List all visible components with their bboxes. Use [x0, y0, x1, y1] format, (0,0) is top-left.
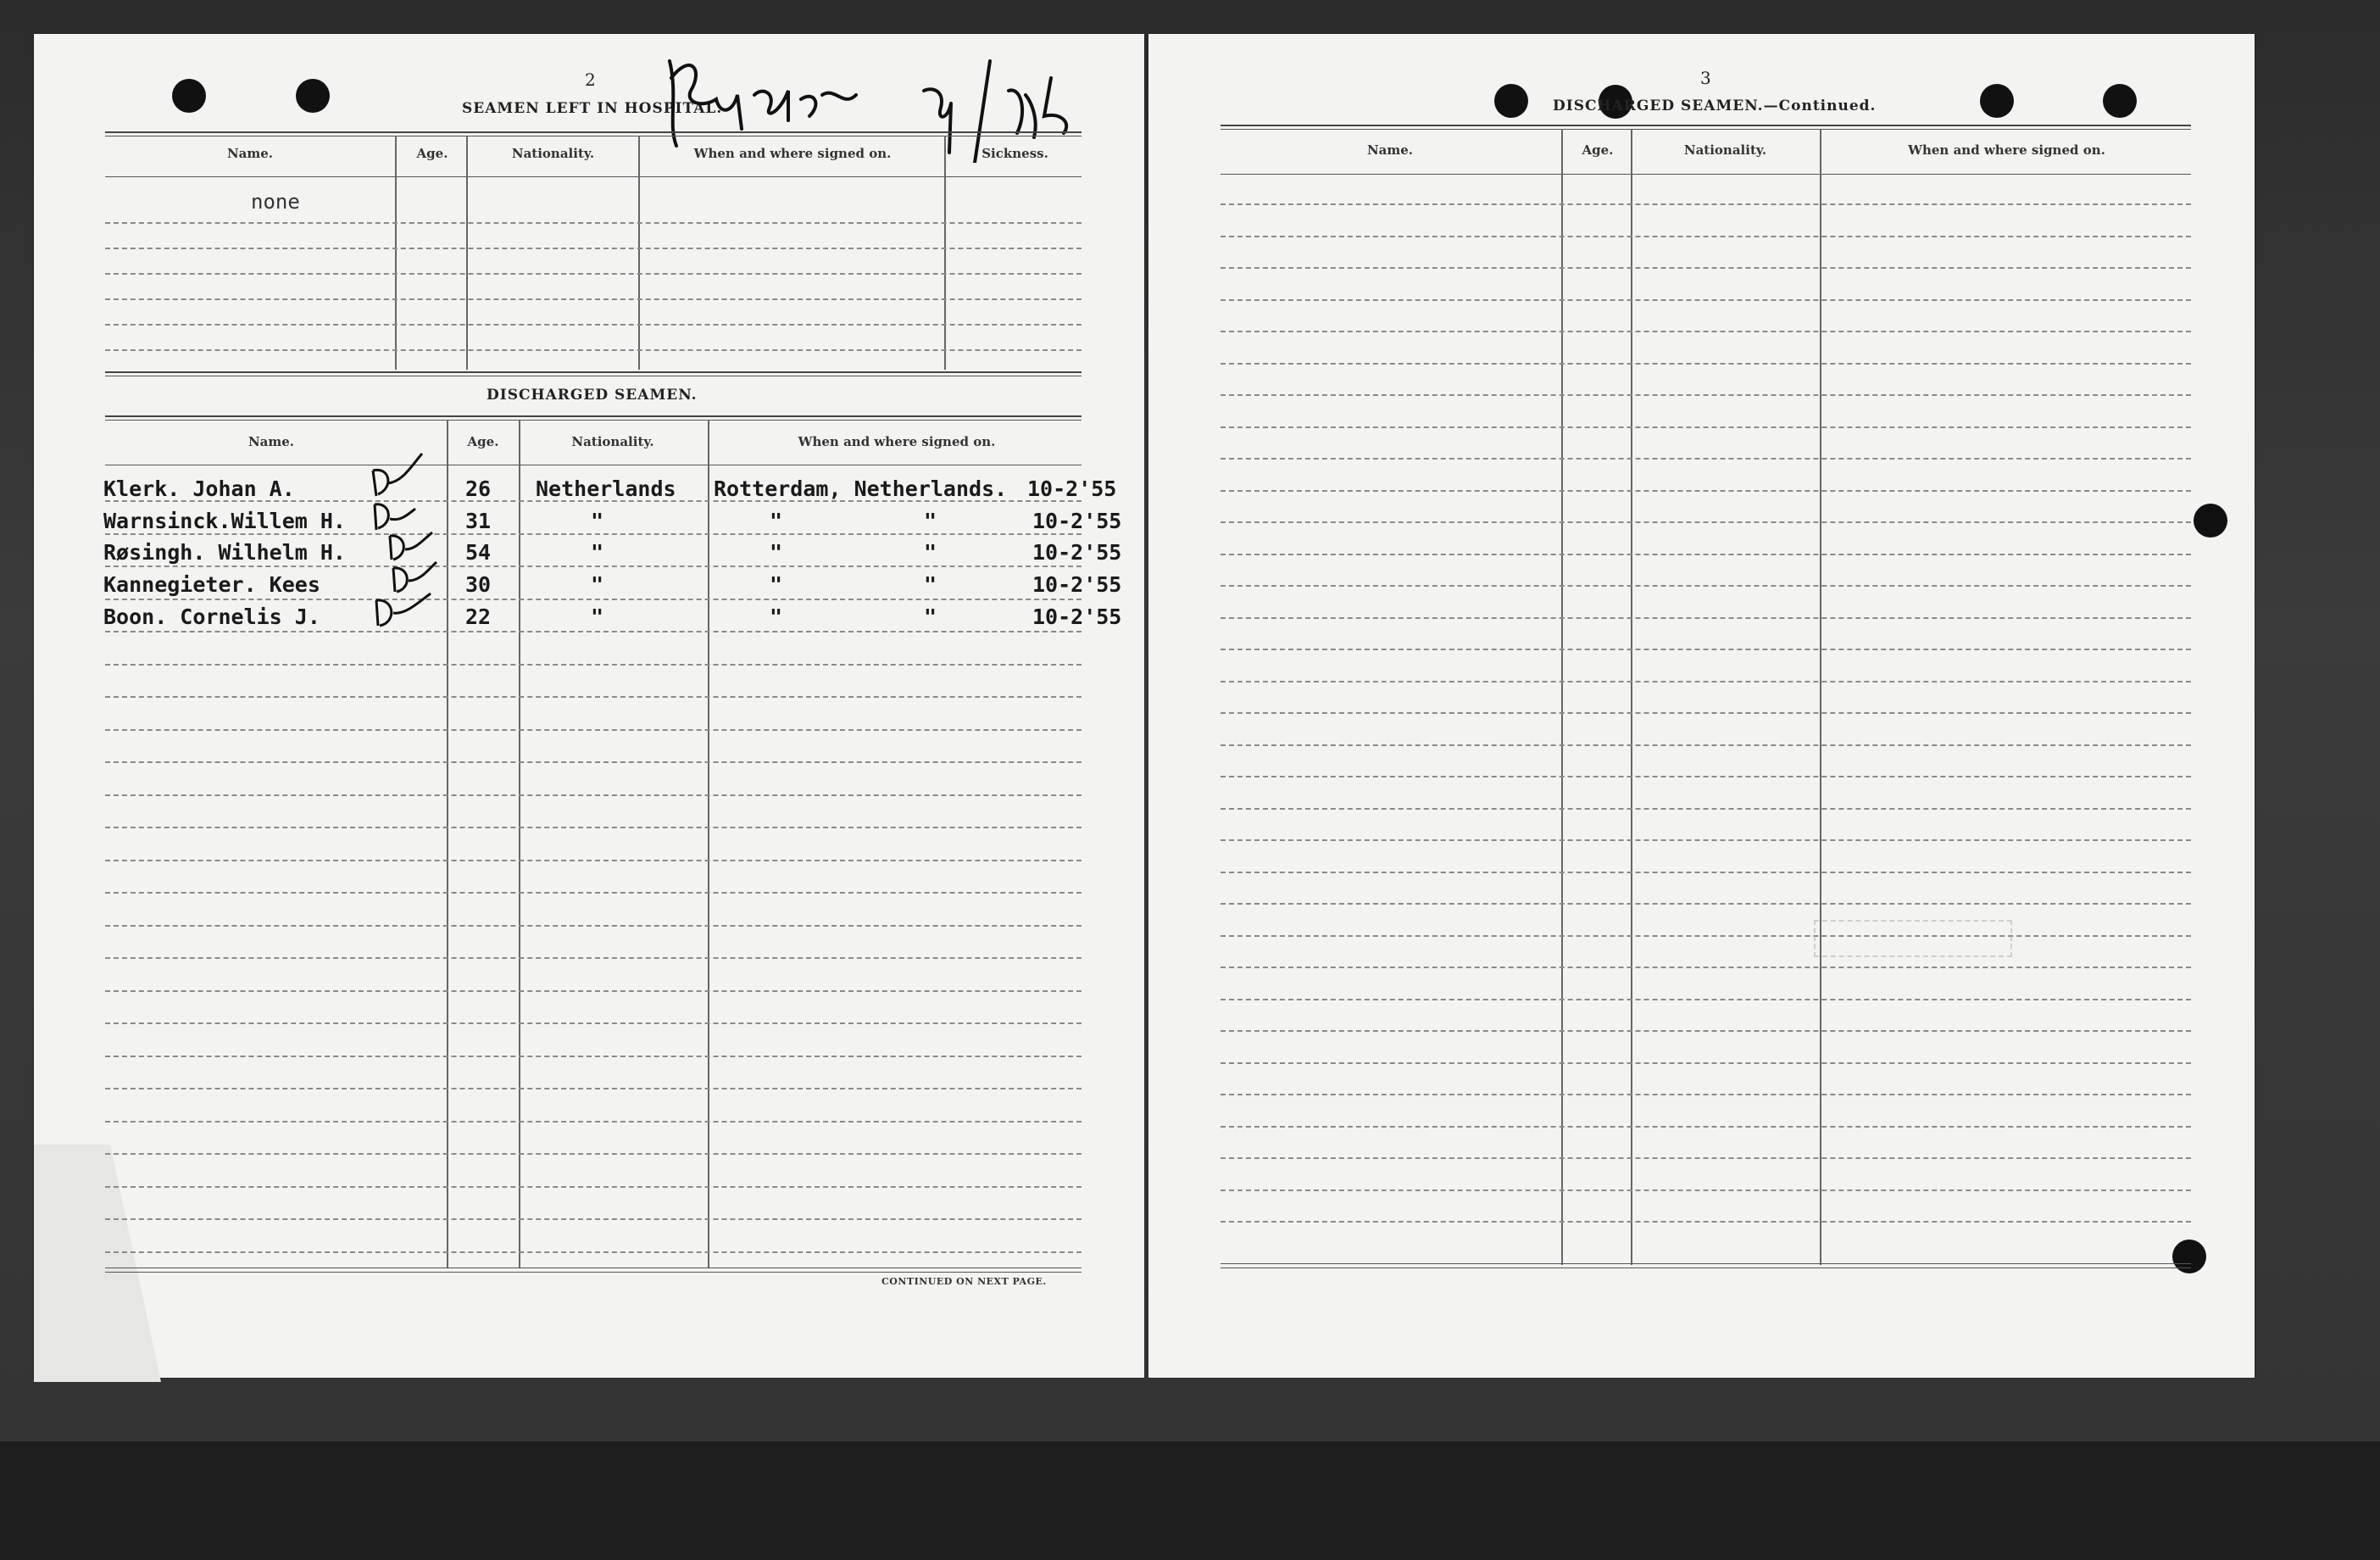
ruled-line: [105, 1218, 1082, 1220]
ruled-line: [105, 248, 1082, 249]
ruled-line: [105, 1186, 1082, 1188]
ruled-line: [1221, 999, 2191, 1000]
handwritten-annotation: [653, 44, 1093, 163]
seaman-signed-place: ": [770, 572, 783, 597]
ruled-line: [1221, 681, 2191, 682]
hospital-section-title: SEAMEN LEFT IN HOSPITAL.: [462, 100, 723, 117]
ruled-line: [1221, 458, 2191, 460]
ruled-line: [1221, 521, 2191, 523]
page-number: 2: [585, 70, 596, 90]
ruled-line: [105, 860, 1082, 861]
hospital-top-rule: [105, 131, 1082, 133]
seaman-name: Klerk. Johan A.: [103, 476, 295, 501]
left-page: [34, 34, 1144, 1378]
ruled-line: [105, 273, 1082, 275]
ruled-line: [105, 1121, 1082, 1123]
ruled-line: [105, 631, 1082, 632]
seaman-age: 31: [465, 509, 492, 533]
ruled-line: [105, 696, 1082, 698]
seaman-signed-date: 10-2'55: [1032, 604, 1122, 629]
ruled-line: [1221, 1030, 2191, 1032]
seaman-nationality: ": [591, 509, 604, 533]
continued-note: CONTINUED ON NEXT PAGE.: [881, 1276, 1047, 1287]
seaman-nationality: ": [591, 572, 604, 597]
seaman-signed-place-2: ": [924, 572, 937, 597]
hospital-bottom-rule: [105, 371, 1082, 373]
ruled-line: [1221, 872, 2191, 873]
right-col-name: Name.: [1366, 142, 1414, 158]
ruled-line: [1221, 839, 2191, 841]
seaman-age: 30: [465, 572, 492, 597]
seaman-signed-place: Rotterdam, Netherlands.: [714, 476, 1008, 501]
ruled-line: [1221, 203, 2191, 205]
right-bottom-rule: [1221, 1263, 2191, 1264]
seaman-signed-date: 10-2'55: [1032, 509, 1122, 533]
ruled-line: [1221, 744, 2191, 746]
seaman-name: Kannegieter. Kees: [103, 572, 320, 597]
page-number: 3: [1700, 68, 1711, 88]
ruled-line: [1221, 426, 2191, 428]
hospital-col-signed-on: When and where signed on.: [693, 146, 892, 161]
faint-stamp: [1814, 920, 2012, 957]
hospital-col-age: Age.: [416, 146, 448, 161]
ruled-line: [105, 349, 1082, 351]
ruled-line: [1221, 490, 2191, 492]
punch-hole: [2103, 84, 2137, 118]
ruled-line: [1221, 1062, 2191, 1064]
scan-bottom-border: [0, 1441, 2380, 1560]
ruled-line: [105, 892, 1082, 894]
ruled-line: [105, 990, 1082, 992]
ruled-line: [105, 1022, 1082, 1024]
hospital-divider: [638, 136, 640, 370]
ruled-line: [105, 1251, 1082, 1253]
hospital-divider: [466, 136, 468, 370]
discharged-bottom-rule-2: [105, 1272, 1082, 1273]
seaman-signed-place: ": [770, 604, 783, 629]
ruled-line: [1221, 236, 2191, 237]
ruled-line: [1221, 967, 2191, 968]
punch-hole: [296, 79, 330, 113]
right-col-nationality: Nationality.: [1683, 142, 1767, 158]
right-top-rule-2: [1221, 129, 2191, 130]
hospital-col-sickness: Sickness.: [981, 146, 1048, 161]
discharged-section-title: DISCHARGED SEAMEN.: [487, 387, 698, 404]
ruled-line: [105, 566, 1082, 567]
seaman-signed-place: ": [770, 509, 783, 533]
ruled-line: [1221, 1221, 2191, 1223]
seaman-age: 54: [465, 540, 492, 565]
seaman-signed-date: 10-2'55: [1032, 540, 1122, 565]
ruled-line: [105, 298, 1082, 300]
seaman-age: 22: [465, 604, 492, 629]
ruled-line: [1221, 1094, 2191, 1095]
seaman-name: Boon. Cornelis J.: [103, 604, 320, 629]
seaman-signed-place-2: ": [924, 509, 937, 533]
ruled-line: [1221, 1157, 2191, 1159]
hospital-col-nationality: Nationality.: [511, 146, 595, 161]
discharged-top-rule: [105, 415, 1082, 417]
discharged-col-nationality: Nationality.: [571, 434, 654, 449]
hospital-divider: [944, 136, 946, 370]
ruled-line: [105, 1088, 1082, 1089]
ruled-line: [105, 1153, 1082, 1155]
seaman-nationality: ": [591, 604, 604, 629]
ruled-line: [1221, 808, 2191, 810]
seaman-signed-place-2: ": [924, 604, 937, 629]
ruled-line: [105, 957, 1082, 959]
hospital-entry-none: none: [251, 190, 300, 214]
ruled-line: [1221, 903, 2191, 905]
ruled-line: [105, 925, 1082, 927]
discharged-col-name: Name.: [247, 434, 295, 449]
ruled-line: [105, 222, 1082, 224]
punch-hole: [1494, 84, 1528, 118]
discharged-divider: [708, 420, 709, 1268]
hospital-divider: [395, 136, 397, 370]
continued-section-title: DISCHARGED SEAMEN.—Continued.: [1553, 98, 1877, 114]
seaman-signed-date: 10-2'55: [1027, 476, 1117, 501]
ruled-line: [1221, 363, 2191, 365]
punch-hole: [1980, 84, 2014, 118]
right-top-rule: [1221, 125, 2191, 126]
seaman-name: Warnsinck.Willem H.: [103, 509, 346, 533]
seaman-signed-place: ": [770, 540, 783, 565]
hospital-col-name: Name.: [226, 146, 274, 161]
seaman-name: Røsingh. Wilhelm H.: [103, 540, 346, 565]
ruled-line: [105, 827, 1082, 828]
ruled-line: [105, 794, 1082, 796]
punch-hole: [2194, 504, 2227, 538]
ruled-line: [1221, 299, 2191, 301]
ruled-line: [1221, 267, 2191, 269]
seaman-signed-place-2: ": [924, 540, 937, 565]
ruled-line: [1221, 331, 2191, 332]
seaman-signed-date: 10-2'55: [1032, 572, 1122, 597]
ruled-line: [1221, 935, 2191, 937]
ruled-line: [105, 729, 1082, 731]
seaman-age: 26: [465, 476, 492, 501]
ruled-line: [1221, 649, 2191, 650]
ruled-line: [1221, 617, 2191, 619]
seaman-nationality: ": [591, 540, 604, 565]
ruled-line: [105, 761, 1082, 763]
ruled-line: [105, 664, 1082, 666]
hospital-header-rule: [105, 176, 1082, 177]
discharged-divider: [519, 420, 520, 1268]
handwritten-discharge-marks: [356, 441, 449, 636]
ruled-line: [1221, 712, 2191, 714]
ruled-line: [105, 599, 1082, 600]
ruled-line: [1221, 585, 2191, 587]
ruled-line: [1221, 1126, 2191, 1128]
right-header-rule: [1221, 174, 2191, 175]
discharged-top-rule-2: [105, 420, 1082, 421]
ruled-line: [1221, 554, 2191, 555]
ruled-line: [1221, 1190, 2191, 1191]
ruled-line: [1221, 776, 2191, 777]
seaman-nationality: Netherlands: [536, 476, 676, 501]
punch-hole: [2172, 1240, 2206, 1273]
ruled-line: [105, 324, 1082, 326]
right-col-signed-on: When and where signed on.: [1908, 142, 2105, 158]
discharged-col-age: Age.: [467, 434, 499, 449]
right-col-age: Age.: [1582, 142, 1614, 158]
punch-hole: [172, 79, 206, 113]
ruled-line: [105, 1056, 1082, 1057]
discharged-col-signed-on: When and where signed on.: [798, 434, 996, 449]
ruled-line: [1221, 394, 2191, 396]
